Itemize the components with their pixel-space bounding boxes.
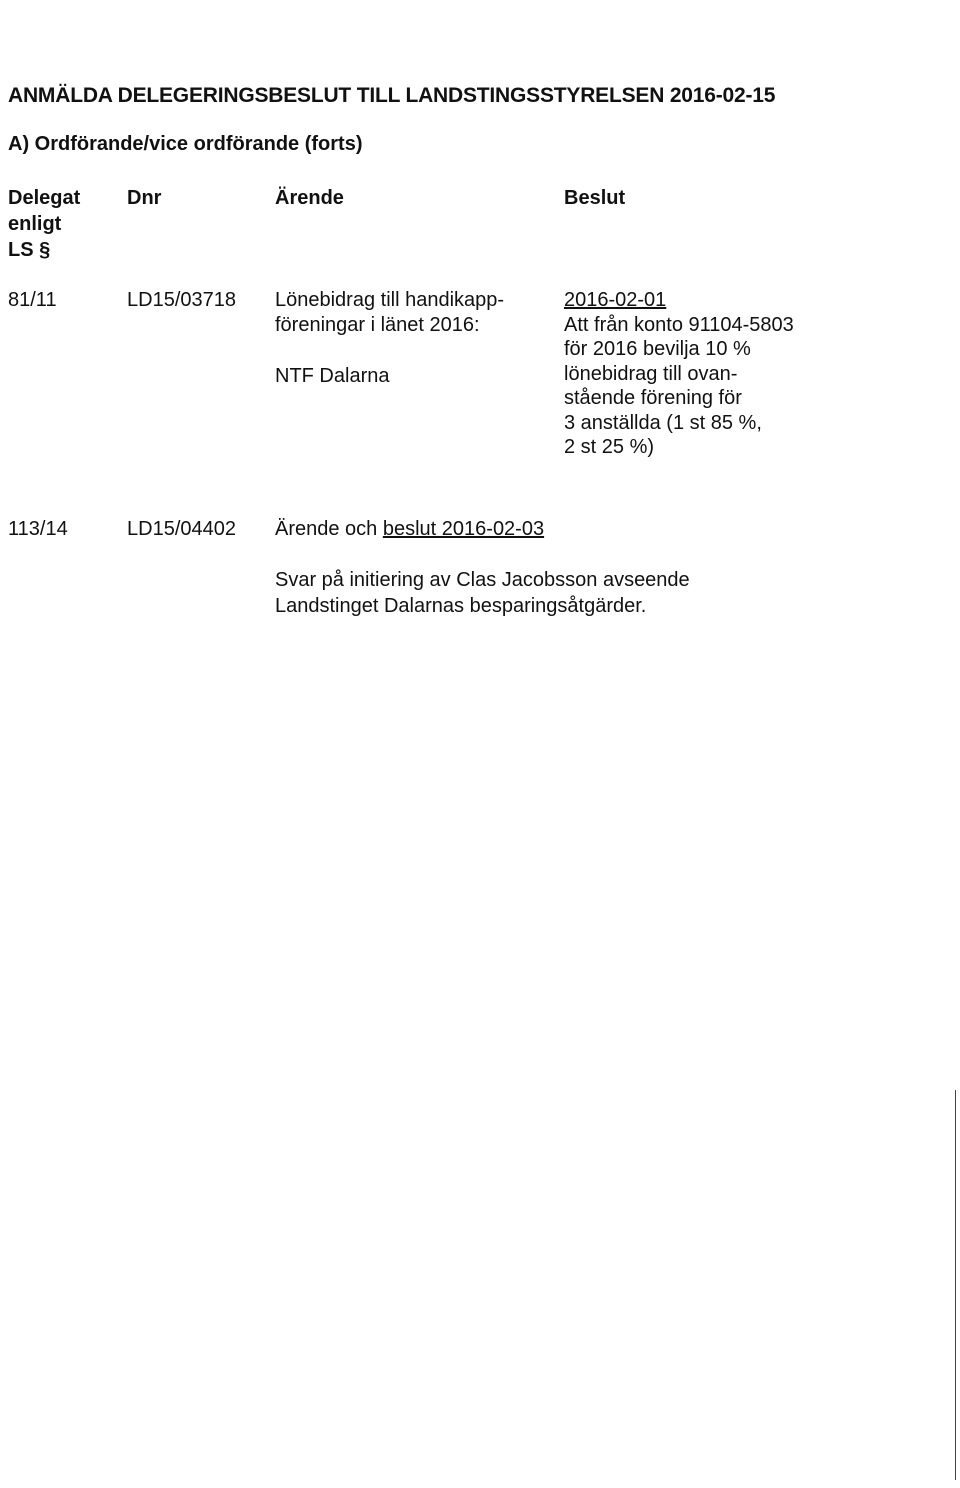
row-delegat: 81/11 (8, 289, 57, 311)
row-beslut-line3: lönebidrag till ovan- (564, 362, 738, 385)
row-beslut-line1: Att från konto 91104-5803 (564, 313, 794, 336)
row-beslut-line5: 3 anställda (1 st 85 %, (564, 411, 762, 434)
row-beslut-line4: stående förening för (564, 387, 742, 409)
row-arende-line3: NTF Dalarna (275, 365, 390, 387)
row-beslut (564, 288, 794, 460)
row-arende-prefix: Ärende och (275, 518, 383, 540)
row-text-line1: Svar på initiering av Clas Jacobsson avseende (275, 569, 690, 591)
row-beslut-date: 2016-02-01 (564, 289, 667, 311)
row-beslut-line6: 2 st 25 %) (564, 436, 655, 458)
column-header-delegat (8, 185, 80, 263)
row-beslut-line2: för 2016 bevilja 10 % (564, 338, 751, 360)
row-dnr: LD15/03718 (127, 289, 236, 311)
column-header-dnr: Dnr (127, 187, 162, 209)
row-arende (275, 517, 544, 543)
row-dnr: LD15/04402 (127, 518, 236, 540)
row-arende-line2: föreningar i länet 2016: (275, 314, 480, 336)
row-arende-line1: Lönebidrag till handikapp- (275, 289, 505, 311)
row-text-line2: Landstinget Dalarnas besparingsåtgärder. (275, 595, 647, 617)
column-header-delegat-line2: enligt (8, 213, 62, 235)
column-header-delegat-line3: LS § (8, 239, 51, 261)
section-heading: A) Ordförande/vice ordförande (forts) (8, 133, 363, 155)
document-title: ANMÄLDA DELEGERINGSBESLUT TILL LANDSTINGSSTYRELSEN 2016-02-15 (8, 84, 776, 107)
column-header-delegat-line1: Delegat (8, 187, 81, 209)
row-delegat: 113/14 (8, 518, 68, 540)
row-arende-decision-date: beslut 2016-02-03 (382, 518, 545, 540)
column-header-arende: Ärende (275, 187, 344, 209)
column-header-beslut: Beslut (564, 187, 626, 209)
scan-edge-line (955, 1090, 956, 1480)
